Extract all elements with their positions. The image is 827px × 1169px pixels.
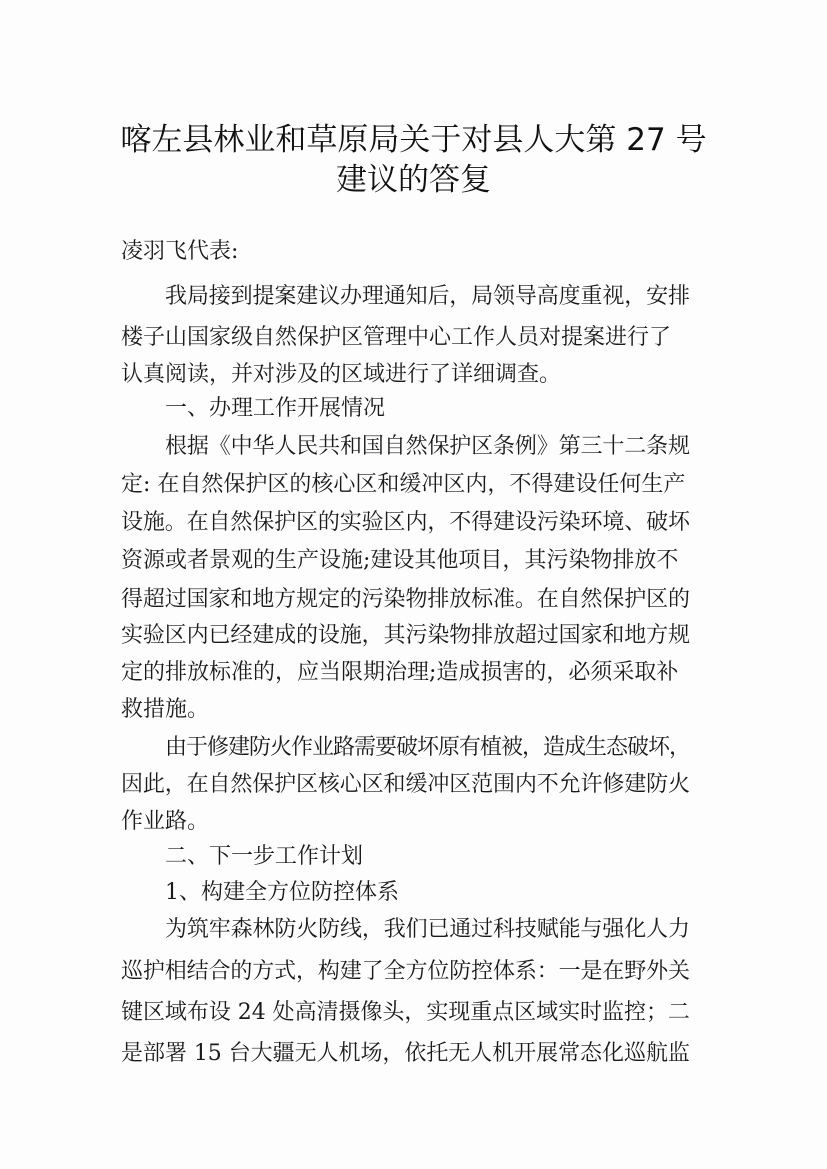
document-title-line-2: 建议的答复 <box>336 162 491 198</box>
body-text-line: 我局接到提案建议办理通知后，局领导高度重视，安排 <box>165 284 690 309</box>
body-text-line: 键区域布设 24 处高清摄像头，实现重点区域实时监控；二 <box>121 1000 690 1025</box>
body-text-line: 根据《中华人民共和国自然保护区条例》第三十二条规 <box>165 434 690 459</box>
body-text-line: 定: 在自然保护区的核心区和缓冲区内，不得建设任何生产 <box>121 472 686 497</box>
body-text-line: 作业路。 <box>121 809 210 834</box>
document-title-line-1: 喀左县林业和草原局关于对县人大第 27 号 <box>120 122 707 158</box>
body-text-line: 资源或者景观的生产设施;建设其他项目，其污染物排放不 <box>121 548 679 573</box>
body-text-line: 二、下一步工作计划 <box>165 844 364 869</box>
body-text-line: 设施。在自然保护区的实验区内，不得建设污染环境、破坏 <box>121 510 690 535</box>
body-text-line: 实验区内已经建成的设施，其污染物排放超过国家和地方规 <box>121 623 690 648</box>
body-text-line: 定的排放标准的，应当限期治理;造成损害的，必须采取补 <box>121 660 679 685</box>
body-text-line: 1、构建全方位防控体系 <box>165 880 399 905</box>
body-text-line: 是部署 15 台大疆无人机场，依托无人机开展常态化巡航监 <box>121 1041 690 1066</box>
body-text-line: 救措施。 <box>121 697 210 722</box>
body-text-line: 由于修建防火作业路需要破坏原有植被，造成生态破坏， <box>165 735 691 760</box>
body-text-line: 一、办理工作开展情况 <box>165 396 386 421</box>
salutation: 凌羽飞代表: <box>121 239 239 264</box>
body-text-line: 为筑牢森林防火防线，我们已通过科技赋能与强化人力 <box>165 917 690 942</box>
body-text-line: 认真阅读，并对涉及的区域进行了详细调查。 <box>121 362 562 387</box>
body-text-line: 楼子山国家级自然保护区管理中心工作人员对提案进行了 <box>121 325 672 350</box>
body-text-line: 巡护相结合的方式，构建了全方位防控体系：一是在野外关 <box>121 959 690 984</box>
body-text-line: 得超过国家和地方规定的污染物排放标准。在自然保护区的 <box>121 587 690 612</box>
body-text-line: 因此，在自然保护区核心区和缓冲区范围内不允许修建防火 <box>121 772 690 797</box>
